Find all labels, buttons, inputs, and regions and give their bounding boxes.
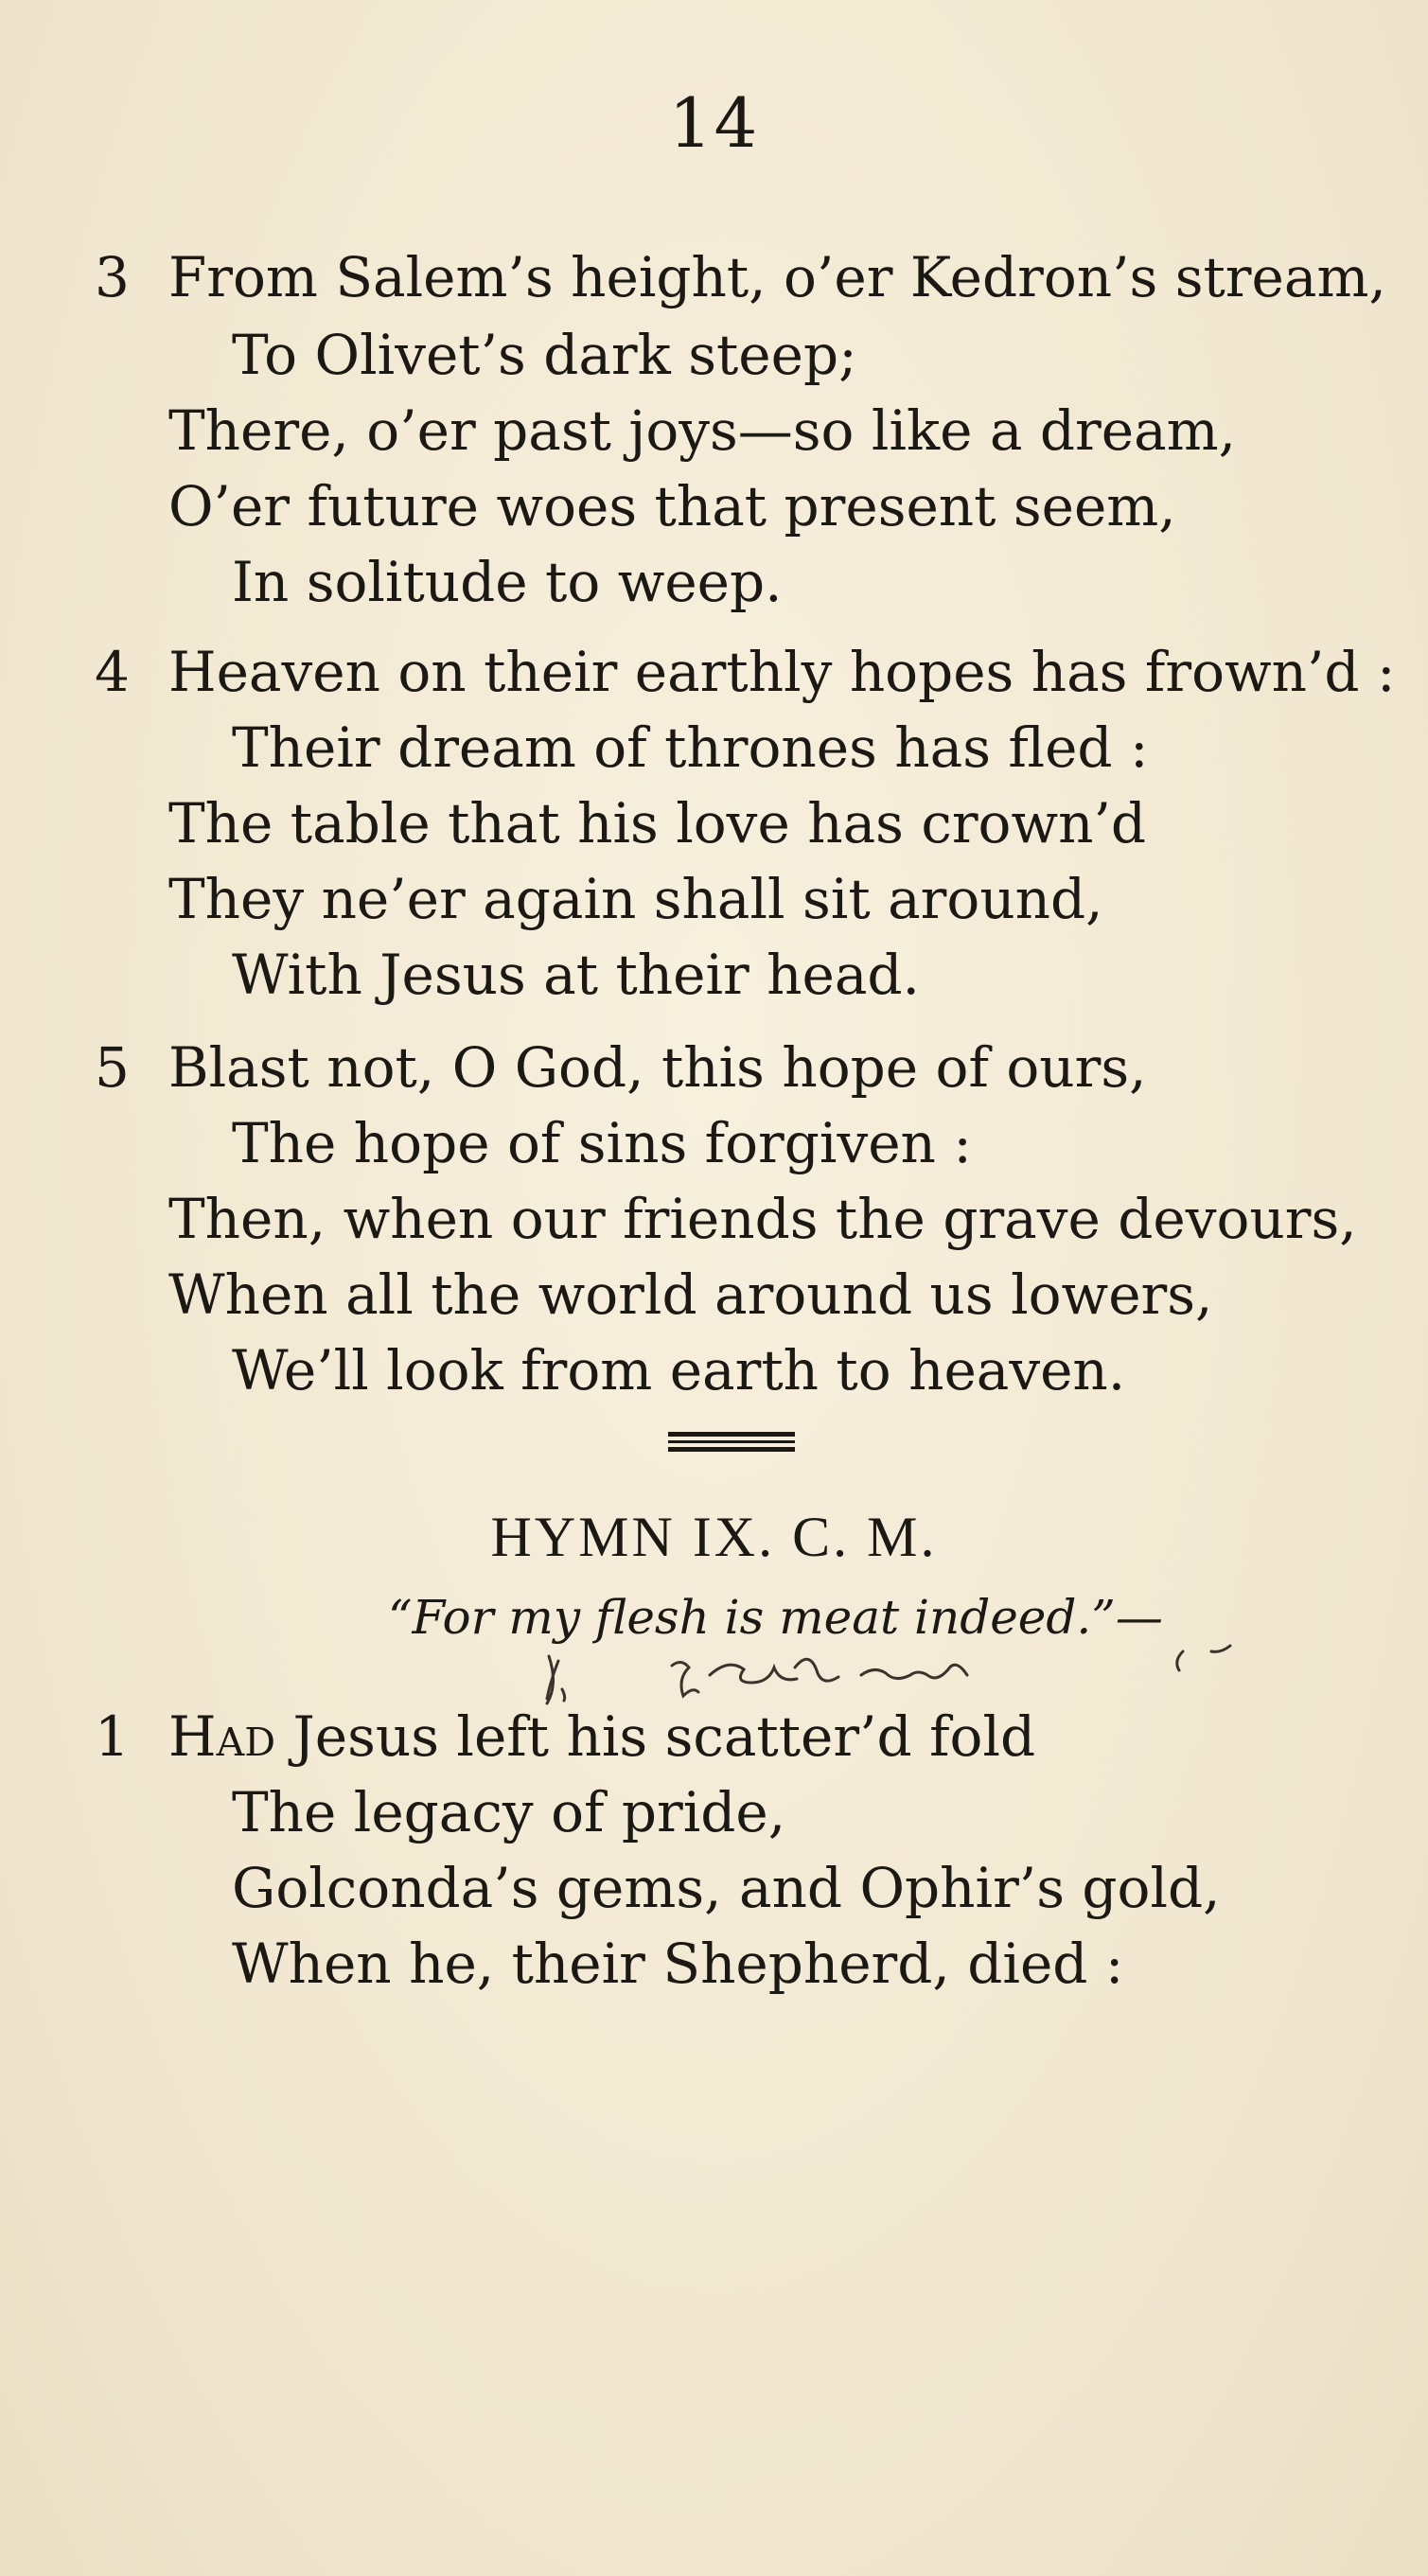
stanza-number: 3 [95, 245, 130, 309]
verse-line: Heaven on their earthly hopes has frown’d : [168, 640, 1396, 704]
verse-line: There, o’er past joys—so like a dream, [168, 398, 1237, 463]
verse-line: O’er future woes that present seem, [168, 474, 1176, 538]
hymn-title: HYMN IX. C. M. [490, 1506, 938, 1568]
separator-rule-bottom [668, 1447, 795, 1452]
verse-line: They ne’er again shall sit around, [168, 867, 1103, 931]
first-word-rest: ad [216, 1704, 276, 1769]
verse-line-first [168, 1703, 1035, 1770]
verse-line: Blast not, O God, this hope of ours, [168, 1035, 1147, 1100]
stanza-number: 5 [95, 1035, 130, 1100]
handwritten-annotation [530, 1637, 1268, 1713]
verse-line: When all the world around us lowers, [168, 1262, 1213, 1327]
first-line-rest: Jesus left his scatter’d fold [275, 1704, 1036, 1769]
stanza-number: 1 [95, 1704, 130, 1769]
verse-line: In solitude to weep. [232, 550, 783, 614]
page-number: 14 [668, 83, 760, 163]
drop-initial: H [168, 1704, 217, 1769]
verse-line: When he, their Shepherd, died : [232, 1932, 1124, 1996]
verse-line: With Jesus at their head. [232, 943, 920, 1007]
stanza-number: 4 [95, 640, 130, 704]
verse-line: From Salem’s height, o’er Kedron’s stream, [168, 245, 1386, 309]
verse-line: Then, when our friends the grave devours, [168, 1187, 1357, 1251]
verse-line: The hope of sins forgiven : [232, 1111, 972, 1175]
verse-line: Their dream of thrones has fled : [232, 715, 1149, 780]
verse-line: Golconda’s gems, and Ophir’s gold, [232, 1856, 1221, 1920]
separator-rule-top [668, 1432, 795, 1437]
verse-line: The table that his love has crown’d [168, 791, 1147, 856]
verse-line: We’ll look from earth to heaven. [232, 1338, 1126, 1403]
verse-line: The legacy of pride, [232, 1780, 786, 1844]
verse-line: To Olivet’s dark steep; [232, 323, 857, 387]
hymn-epigraph: “For my flesh is meat indeed.”— [388, 1590, 1163, 1645]
separator-rule-middle [668, 1440, 795, 1443]
